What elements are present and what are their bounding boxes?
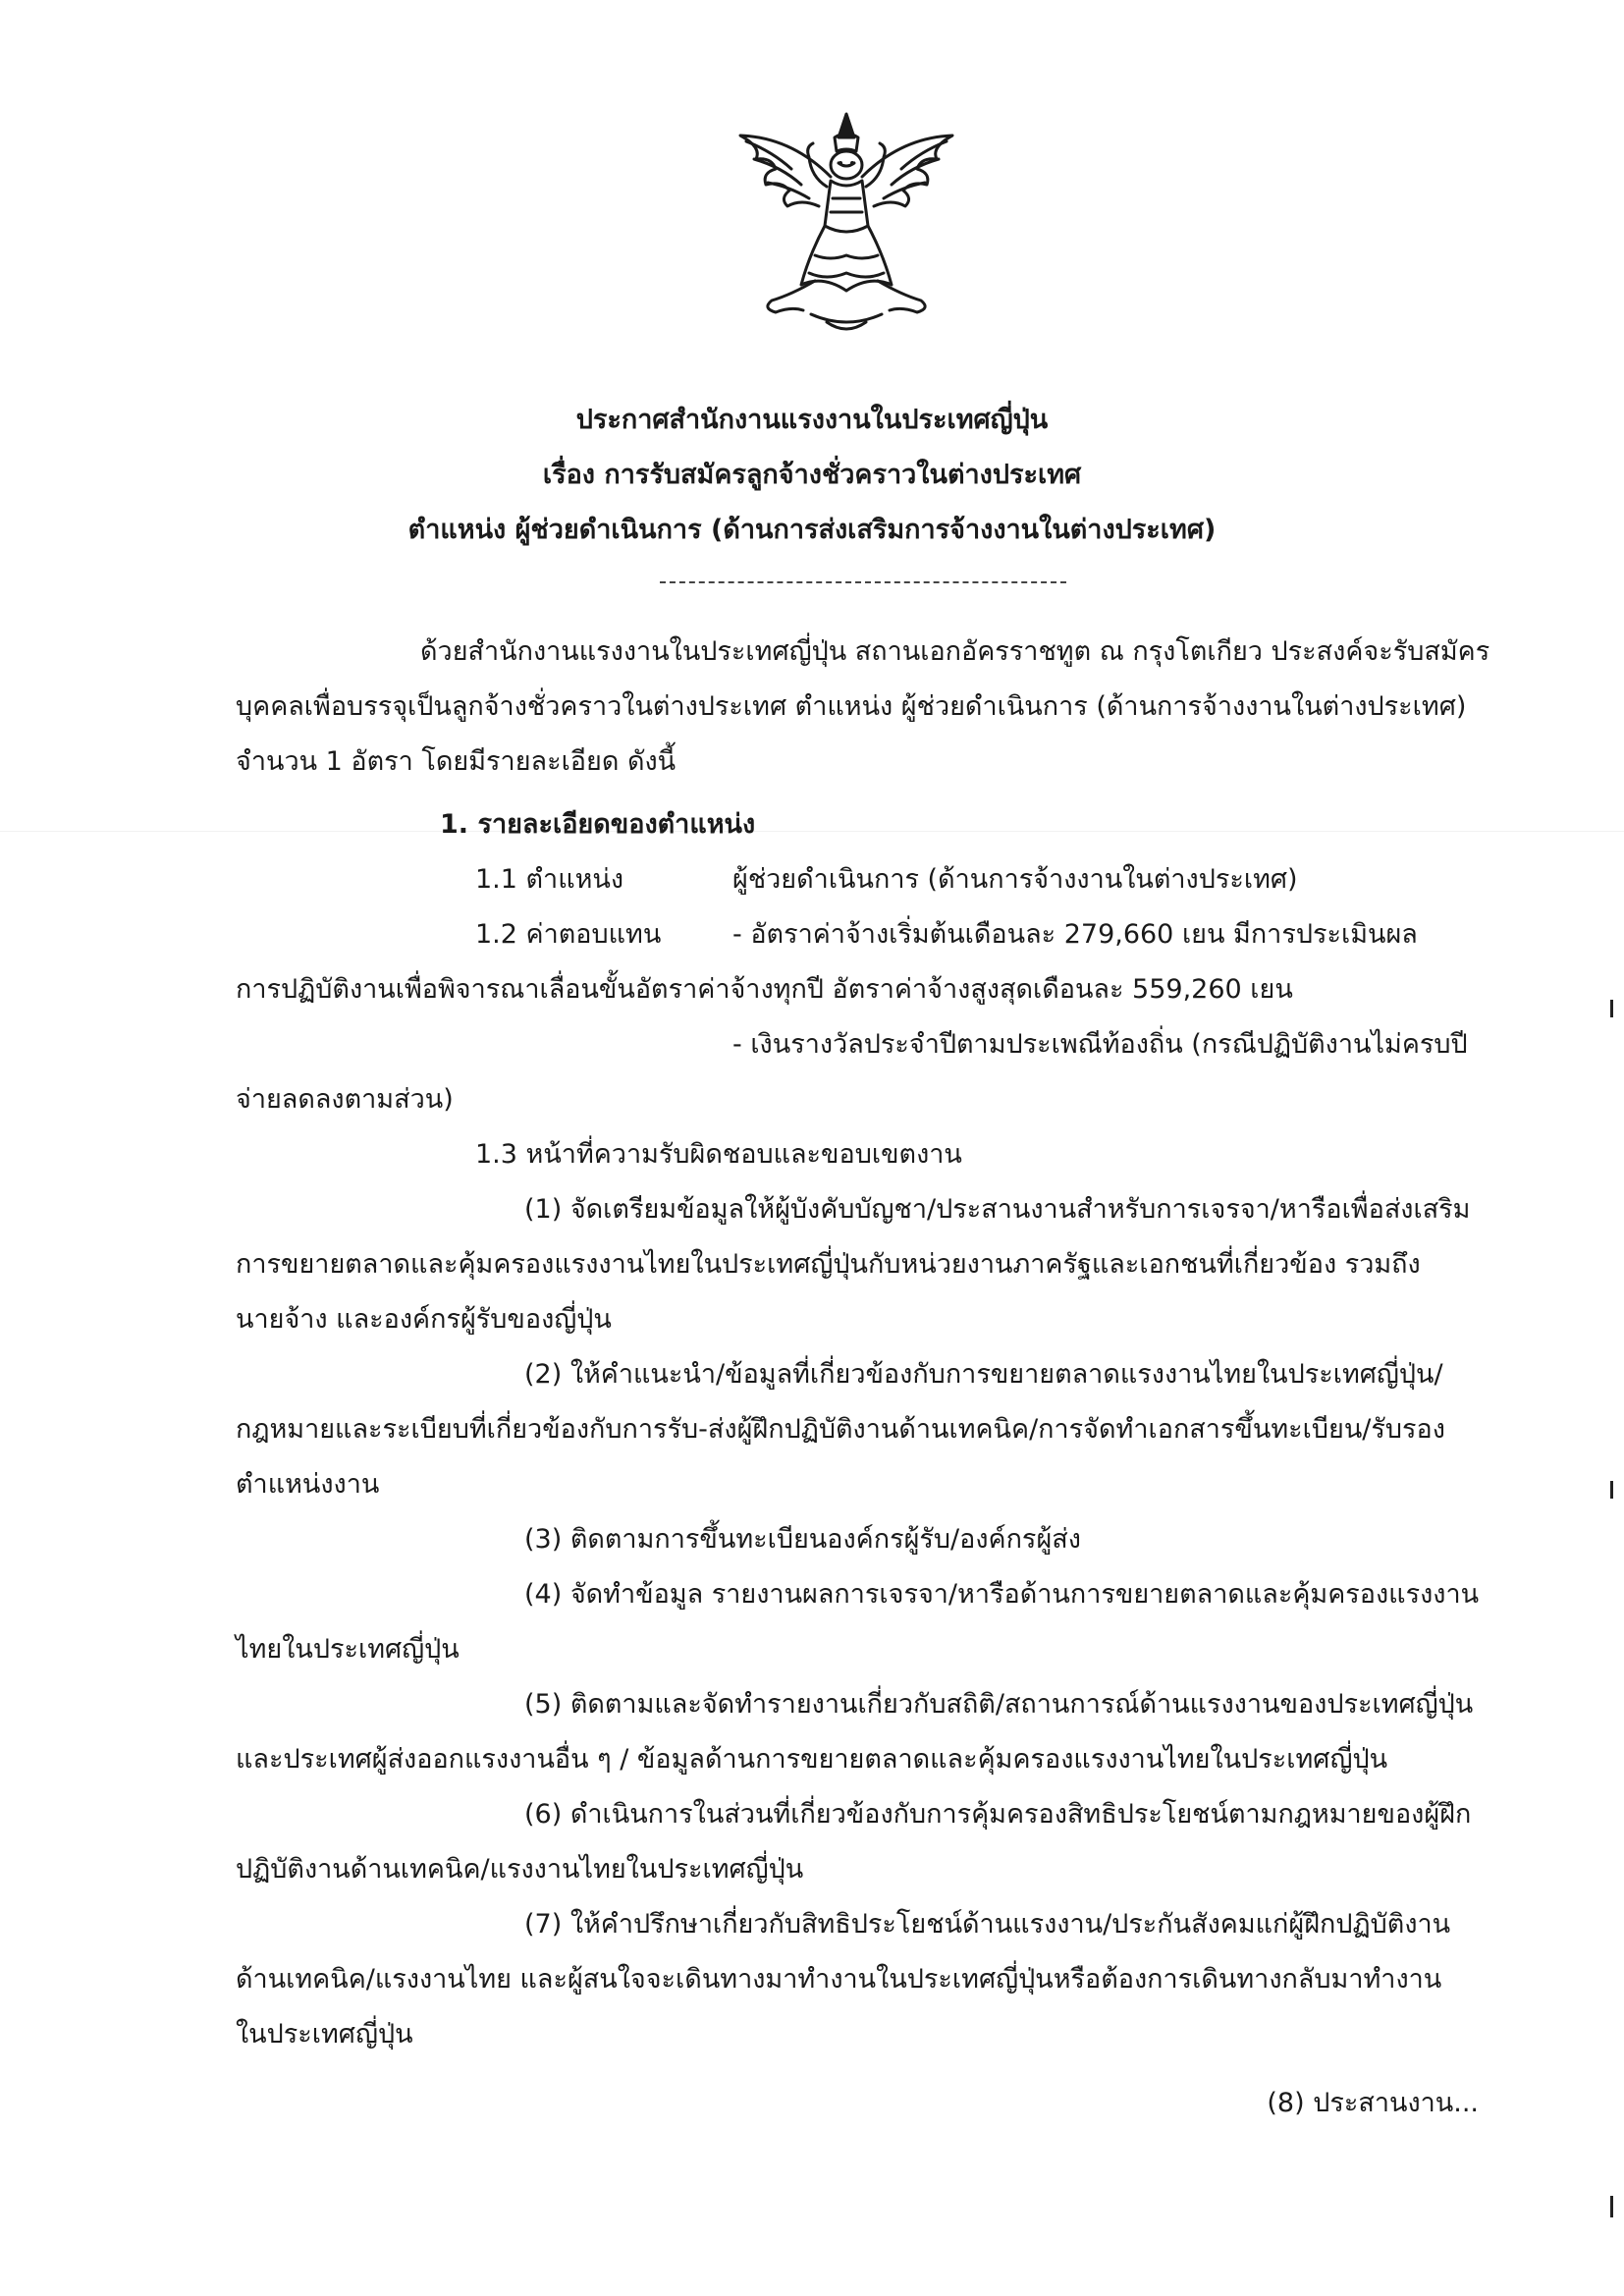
scan-edge-mark (1610, 1000, 1613, 1017)
compensation-label: 1.2 ค่าตอบแทน (475, 919, 662, 950)
announcement-position: ตำแหน่ง ผู้ช่วยดำเนินการ (ด้านการส่งเสริมการจ้างงานในต่างประเทศ) (407, 515, 1217, 545)
compensation-line-2: การปฏิบัติงานเพื่อพิจารณาเลื่อนขั้นอัตราค่าจ้างทุกปี อัตราค่าจ้างสูงสุดเดือนละ 559,260 เยน (236, 974, 1293, 1005)
scan-fold-line (0, 831, 1624, 832)
duty-1-line-1: (1) จัดเตรียมข้อมูลให้ผู้บังคับบัญชา/ประสานงานสำหรับการเจรจา/หารือเพื่อส่งเสริม (524, 1194, 1471, 1225)
compensation-line-4: จ่ายลดลงตามส่วน) (236, 1084, 454, 1115)
duty-2-line-3: ตำแหน่งงาน (236, 1469, 380, 1500)
duty-6-line-2: ปฏิบัติงานด้านเทคนิค/แรงงานไทยในประเทศญี่ปุ่น (236, 1854, 804, 1885)
duty-7-line-3: ในประเทศญี่ปุ่น (236, 2019, 413, 2050)
duty-4-line-2: ไทยในประเทศญี่ปุ่น (236, 1634, 460, 1665)
section-1-heading: 1. รายละเอียดของตำแหน่ง (440, 809, 756, 840)
duty-1-line-2: การขยายตลาดและคุ้มครองแรงงานไทยในประเทศญี่ปุ่นกับหน่วยงานภาครัฐและเอกชนที่เกี่ยวข้อง รวมถึง (236, 1249, 1421, 1280)
intro-line-3: จำนวน 1 อัตรา โดยมีรายละเอียด ดังนี้ (236, 746, 677, 777)
duty-4-line-1: (4) จัดทำข้อมูล รายงานผลการเจรจา/หารือด้านการขยายตลาดและคุ้มครองแรงงาน (524, 1579, 1480, 1610)
duties-heading: 1.3 หน้าที่ความรับผิดชอบและขอบเขตงาน (475, 1139, 962, 1170)
garuda-emblem-icon (732, 108, 960, 340)
announcement-subject: เรื่อง การรับสมัครลูกจ้างชั่วคราวในต่างประเทศ (542, 460, 1082, 490)
position-value: ผู้ช่วยดำเนินการ (ด้านการจ้างงานในต่างประเทศ) (732, 864, 1298, 895)
intro-line-1: ด้วยสำนักงานแรงงานในประเทศญี่ปุ่น สถานเอกอัครราชทูต ณ กรุงโตเกียว ประสงค์จะรับสมัคร (420, 636, 1490, 667)
compensation-line-3: - เงินรางวัลประจำปีตามประเพณีท้องถิ่น (กรณีปฏิบัติงานไม่ครบปี (732, 1029, 1468, 1060)
duty-7-line-2: ด้านเทคนิค/แรงงานไทย และผู้สนใจจะเดินทางมาทำงานในประเทศญี่ปุ่นหรือต้องการเดินทางกลับมาทำงาน (236, 1964, 1442, 1995)
position-label: 1.1 ตำแหน่ง (475, 864, 624, 895)
duty-2-line-1: (2) ให้คำแนะนำ/ข้อมูลที่เกี่ยวข้องกับการขยายตลาดแรงงานไทยในประเทศญี่ปุ่น/ (524, 1359, 1443, 1390)
duty-5-line-2: และประเทศผู้ส่งออกแรงงานอื่น ๆ / ข้อมูลด้านการขยายตลาดและคุ้มครองแรงงานไทยในประเทศญี่ปุ่น (236, 1744, 1388, 1775)
header-divider (660, 581, 1066, 583)
duty-5-line-1: (5) ติดตามและจัดทำรายงานเกี่ยวกับสถิติ/สถานการณ์ด้านแรงงานของประเทศญี่ปุ่น (524, 1689, 1474, 1720)
announcement-title: ประกาศสำนักงานแรงงานในประเทศญี่ปุ่น (575, 405, 1049, 435)
duty-6-line-1: (6) ดำเนินการในส่วนที่เกี่ยวข้องกับการคุ้มครองสิทธิประโยชน์ตามกฎหมายของผู้ฝึก (524, 1799, 1472, 1830)
duty-1-line-3: นายจ้าง และองค์กรผู้รับของญี่ปุ่น (236, 1304, 612, 1335)
duty-7-line-1: (7) ให้คำปรึกษาเกี่ยวกับสิทธิประโยชน์ด้านแรงงาน/ประกันสังคมแก่ผู้ฝึกปฏิบัติงาน (524, 1909, 1451, 1940)
intro-line-2: บุคคลเพื่อบรรจุเป็นลูกจ้างชั่วคราวในต่างประเทศ ตำแหน่ง ผู้ช่วยดำเนินการ (ด้านการจ้างงานในต่างประเทศ) (236, 691, 1467, 722)
duty-2-line-2: กฎหมายและระเบียบที่เกี่ยวข้องกับการรับ-ส่งผู้ฝึกปฏิบัติงานด้านเทคนิค/การจัดทำเอกสารขึ้นทะเบียน/รับรอง (236, 1414, 1445, 1445)
scan-edge-mark (1610, 2196, 1613, 2217)
continuation-marker: (8) ประสานงาน... (1267, 2088, 1479, 2118)
scan-edge-mark (1610, 1481, 1613, 1499)
duty-3-line-1: (3) ติดตามการขึ้นทะเบียนองค์กรผู้รับ/องค์กรผู้ส่ง (524, 1524, 1081, 1555)
compensation-line-1: - อัตราค่าจ้างเริ่มต้นเดือนละ 279,660 เยน มีการประเมินผล (732, 919, 1418, 950)
